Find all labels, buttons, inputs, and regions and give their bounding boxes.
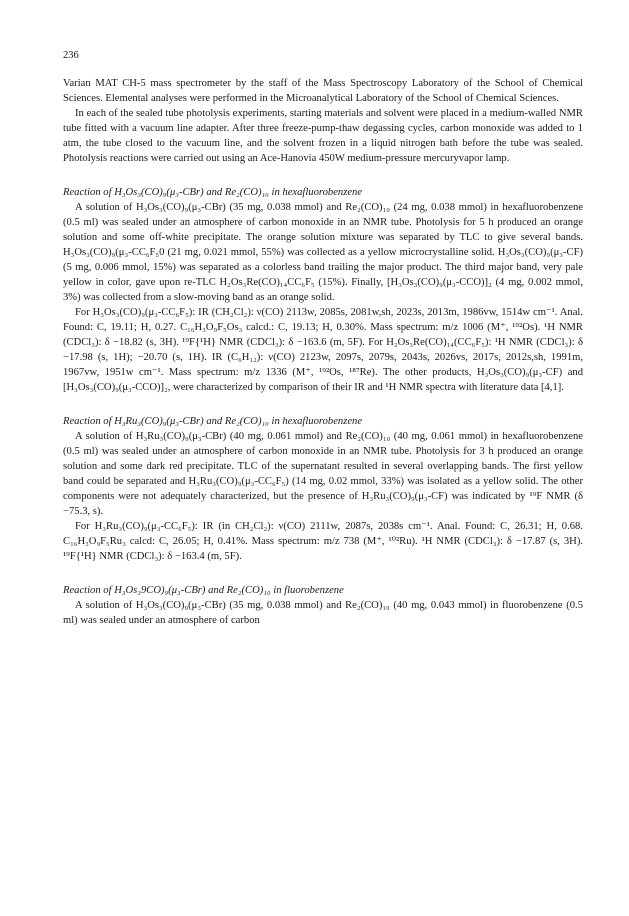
section-heading-os3-fluorobenzene: Reaction of H₃Os₃9CO)₉(μ₃-CBr) and Re₂(CO)₁₀ in fluorobenzene xyxy=(63,585,344,596)
intro-paragraph-1: Varian MAT CH-5 mass spectrometer by the staff of the Mass Spectroscopy Laboratory of the School of Chemical Sciences. Elemental analyses were performed in the Microanalytical Laboratory of the School of Chemical Sciences. xyxy=(63,78,583,104)
section2-paragraph-1: A solution of H₃Ru₃(CO)₉(μ₃-CBr) (40 mg, 0.061 mmol) and Re₂(CO)₁₀ (40 mg, 0.061 mmol) in hexafluorobenzene (0.5 ml) was sealed under an atmosphere of carbon monoxide in an NMR tube. Photolysis for 3 h produced an orange solution and some dark red precipitate. TLC of the supernatant resulted in several overlapping bands. The first yellow band could be separated and H₃Ru₃(CO)₉(μ₃-CC₆F₅) (14 mg, 0.02 mmol, 33%) was isolated as a yellow solid. The other components were not adequately characterized, but the presence of H₃Ru₃(CO)₉(μ₃-CF) was indicated by ¹⁹F NMR (δ −75.3, s). xyxy=(63,431,583,517)
section-heading-os3-c6f6: Reaction of H₃Os₃(CO)₉(μ₃-CBr) and Re₂(CO)₁₀ in hexafluorobenzene xyxy=(63,187,363,198)
intro-paragraph-2: In each of the sealed tube photolysis experiments, starting materials and solvent were placed in a medium-walled NMR tube fitted with a vacuum line adapter. After three freeze-pump-thaw degassing cycles, carbon monoxide was added to 1 atm, the tube closed to the vacuum line, and the solvent frozen in a liquid nitrogen bath before the tube was sealed. Photolysis reactions were carried out using an Ace-Hanovia 450W medium-pressure mercuryvapor lamp. xyxy=(63,108,583,164)
page-number: 236 xyxy=(63,50,79,61)
section1-paragraph-2: For H₃Os₃(CO)₉(μ₃-CC₆F₅): IR (CH₂Cl₂): ν(CO) 2113w, 2085s, 2081w,sh, 2023s, 2013m, 1986vw, 1514w cm⁻¹. Anal. Found: C, 19.11; H, 0.27. C₁₆H₃O₉F₅Os₃ calcd.: C, 19.13; H, 0.30%. Mass spectrum: m/z 1006 (M⁺, ¹⁹²Os). ¹H NMR (CDCl₃): δ −18.82 (s, 3H). ¹⁹F{¹H} NMR (CDCl₃): δ −163.6 (m, 5F). For H₂Os₃Re(CO)₁₄(CC₆F₅): ¹H NMR (CDCl₃): δ −17.98 (s, 1H); −20.70 (s, 1H). IR (C₆H₁₂): ν(CO) 2123w, 2097s, 2079s, 2043s, 2026vs, 2017s, 2012s,sh, 1991m, 1967vw, 1951w cm⁻¹. Mass spectrum: m/z 1336 (M⁺, ¹⁹²Os, ¹⁸⁷Re). The other products, H₃Os₃(CO)₉(μ₃-CF) and [H₃Os₃(CO)₉(μ₃-CCO)]₂, were characterized by comparison of their IR and ¹H NMR spectra with literature data [4,1]. xyxy=(63,307,583,393)
section2-paragraph-2: For H₃Ru₃(CO)₉(μ₃-CC₆F₅): IR (in CH₂Cl₂): ν(CO) 2111w, 2087s, 2038s cm⁻¹. Anal. Found: C, 26.31; H, 0.68. C₁₆H₃O₉F₅Ru₃ calcd: C, 26.05; H, 0.41%. Mass spectrum: m/z 738 (M⁺, ¹⁰²Ru). ¹H NMR (CDCl₃): δ −17.87 (s, 3H). ¹⁹F{¹H} NMR (CDCl₃): δ −163.4 (m, 5F). xyxy=(63,521,583,562)
document-page xyxy=(63,50,583,628)
section3-paragraph-1: A solution of H₃Os₃(CO)₉(μ₃-CBr) (35 mg, 0.038 mmol) and Re₂(CO)₁₀ (40 mg, 0.043 mmol) in fluorobenzene (0.5 ml) was sealed under an atmosphere of carbon xyxy=(63,600,583,626)
section-heading-ru3-c6f6: Reaction of H₃Ru₃(CO)₉(μ₃-CBr) and Re₂(CO)₁₀ in hexafluorobenzene xyxy=(63,416,363,427)
section1-paragraph-1: A solution of H₃Os₃(CO)₉(μ₃-CBr) (35 mg, 0.038 mmol) and Re₂(CO)₁₀ (24 mg, 0.038 mmol) in hexafluorobenzene (0.5 ml) was sealed under an atmosphere of carbon monoxide in an NMR tube. Photolysis for 5 h produced an orange solution and some off-white precipitate. The orange solution mixture was separated by TLC to give several bands. H₃Os₃(CO)₉(μ₃-CC₆F₅0 (21 mg, 0.021 mmol, 55%) was collected as a yellow microcrystalline solid. H₃Os₃(CO)₉(μ₃-CF) (5 mg, 0.006 mmol, 15%) was separated as a colorless band trailing the major product. The third major band, very pale yellow in color, gave upon re-TLC H₂Os₃Re(CO)₁₄CC₆F₅ (15%). Finally, [H₃Os₃(CO)₉(μ₃-CCO)]₂ (4 mg, 0.002 mmol, 3%) was collected from a slow-moving band as an orange solid. xyxy=(63,202,583,303)
